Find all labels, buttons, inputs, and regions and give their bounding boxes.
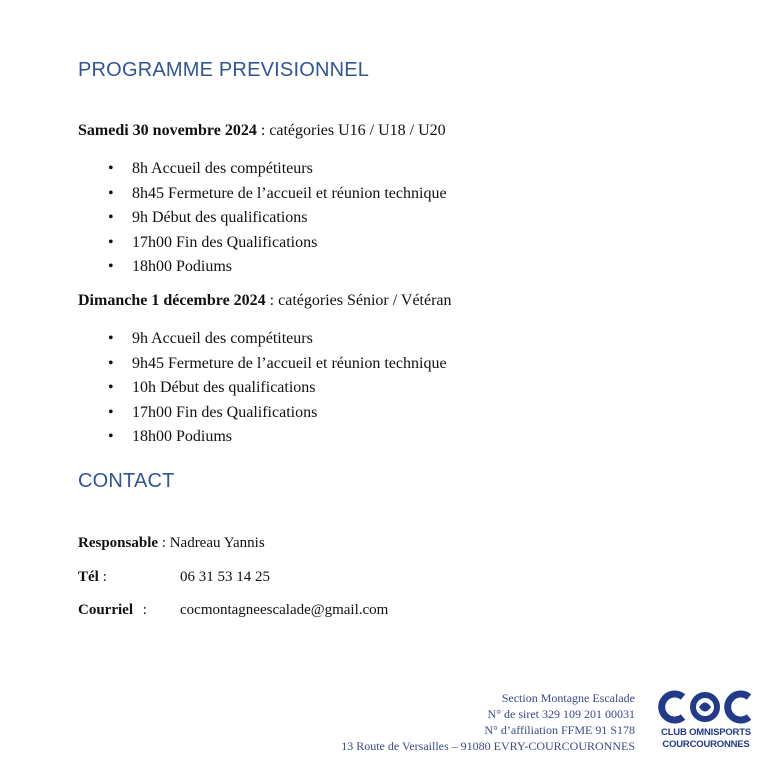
courriel-row: [78, 602, 147, 619]
schedule-item-text: 9h45 Fermeture de l’accueil et réunion technique: [132, 354, 447, 372]
courriel-label: Courriel: [78, 602, 133, 618]
coc-logo-icon: [657, 690, 755, 724]
responsable-row: [78, 535, 265, 552]
bullet: •: [108, 258, 114, 275]
schedule-item-text: 8h Accueil des compétiteurs: [132, 160, 313, 177]
schedule-item-text: 17h00 Fin des Qualifications: [132, 403, 318, 421]
contact-heading: CONTACT: [78, 470, 175, 492]
schedule-item-text: 17h00 Fin des Qualifications: [132, 233, 318, 251]
logo-line-2: COURCOURONNES: [662, 739, 750, 750]
schedule-item-text: 9h Début des qualifications: [132, 209, 308, 226]
schedule-item-text: 8h45 Fermeture de l’accueil et réunion technique: [132, 184, 447, 202]
bullet: •: [108, 160, 114, 177]
bullet: •: [108, 233, 114, 251]
courriel-value[interactable]: cocmontagneescalade@gmail.com: [180, 602, 389, 618]
bullet: •: [108, 209, 114, 226]
bullet: •: [108, 354, 114, 372]
day-2-line: [78, 292, 452, 310]
schedule-item-text: 18h00 Podiums: [132, 258, 233, 275]
footer-address: 13 Route de Versailles – 91080 EVRY-COURCOURONNES: [341, 739, 635, 753]
day-1-line: [78, 122, 446, 140]
tel-separator: :: [98, 569, 107, 585]
day-1-categories: : catégories U16 / U18 / U20: [256, 122, 446, 139]
courriel-separator: :: [138, 602, 147, 618]
tel-label: Tél: [78, 569, 99, 585]
tel-value: 06 31 53 14 25: [180, 569, 270, 585]
logo-line-1: CLUB OMNISPORTS: [661, 727, 751, 738]
day-2-date: Dimanche 1 décembre 2024: [78, 292, 266, 309]
bullet: •: [108, 403, 114, 421]
footer-info: [341, 690, 635, 754]
day-1-date: Samedi 30 novembre 2024: [78, 122, 257, 139]
tel-row: [78, 569, 107, 586]
club-logo: [657, 690, 755, 752]
bullet: •: [108, 428, 114, 445]
responsable-value: : Nadreau Yannis: [158, 535, 265, 551]
schedule-item-text: 9h Accueil des compétiteurs: [132, 330, 313, 347]
bullet: •: [108, 330, 114, 347]
programme-heading: PROGRAMME PREVISIONNEL: [78, 59, 370, 81]
footer-section-name: Section Montagne Escalade: [501, 691, 635, 705]
bullet: •: [108, 379, 114, 396]
footer-siret: N° de siret 329 109 201 00031: [487, 707, 635, 721]
schedule-item-text: 18h00 Podiums: [132, 428, 233, 445]
schedule-item-text: 10h Début des qualifications: [132, 379, 316, 396]
footer-affiliation: N° d’affiliation FFME 91 S178: [484, 723, 635, 737]
bullet: •: [108, 184, 114, 202]
responsable-label: Responsable: [78, 535, 159, 551]
day-2-categories: : catégories Sénior / Vétéran: [265, 292, 452, 309]
